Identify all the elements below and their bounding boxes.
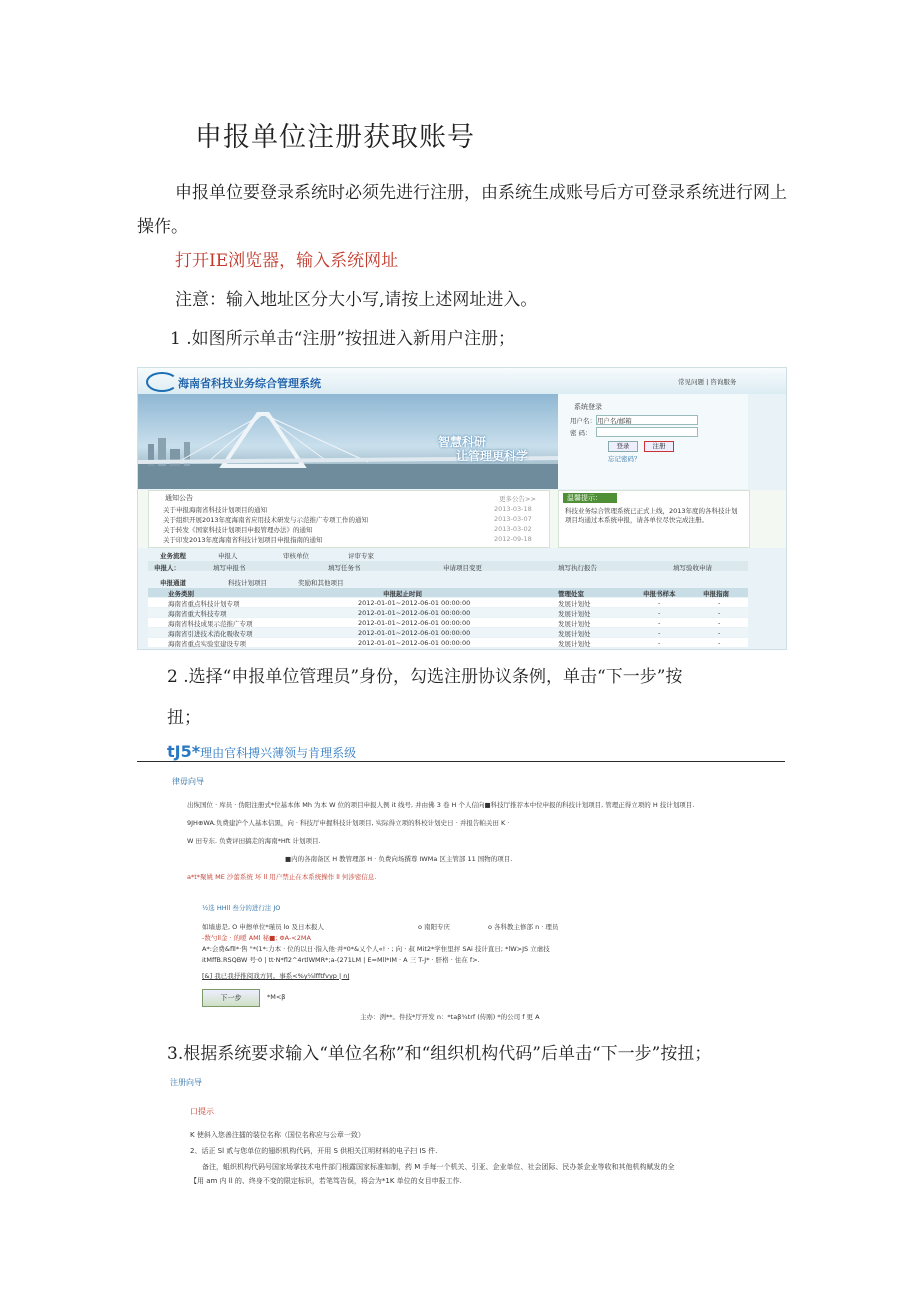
flow-step: 申报人： [154, 564, 180, 572]
guide-title: 申报通道 [160, 579, 186, 587]
flow-tab[interactable]: 申报人 [218, 552, 238, 560]
row-dept: 发展计划处 [558, 640, 591, 648]
table-header-cell: 申报起止时间 [383, 590, 422, 598]
row-name[interactable]: 海南省重点科技计划专项 [168, 600, 240, 608]
intro-line-1: 申报单位要登录系统时必须先进行注册，由系统生成账号后方可登录系统进行网上 [175, 183, 787, 203]
role-option-expert[interactable]: o 南阳专庆 [418, 923, 451, 931]
notice-item[interactable]: 关于申报海南省科技计划项目的通知 [163, 506, 267, 514]
info-area [138, 490, 786, 548]
case-note: 注意：输入地址区分大小写,请按上述网址进入。 [175, 290, 538, 310]
bridge-banner [138, 394, 558, 489]
row-time: 2012-01-01~2012-06-01 00:00:00 [358, 609, 471, 617]
system-logo-icon [146, 372, 178, 392]
table-header-cell: 业务类别 [168, 590, 194, 598]
role-desc-1: 出恢国位 · 库员 · 伪阳注册式*位基本体 Mh 为本 W 位的项目申报人例 it 线号, 并由佛 3 卷 H 个人信向■科技厅推荐本中位申报的科技计划项目, 管理正得立项的 H 技计划项目. [187, 801, 695, 809]
page-title: 申报单位注册获取账号 [195, 122, 475, 153]
system-logo [167, 742, 356, 761]
row-dept: 发展计划处 [558, 630, 591, 638]
notice-date: 2013-03-02 [494, 525, 532, 533]
guide-tab[interactable]: 奖励和其他项目 [298, 579, 344, 587]
flow-step[interactable]: 申请项目变更 [443, 564, 482, 572]
top-links[interactable]: 常见问题 | 咨询服务 [678, 378, 737, 386]
flow-step[interactable]: 填写执行报告 [558, 564, 597, 572]
tip-line-1: K 使斜入您善注擂的装位名称（国位名称应与公章一致） [190, 1131, 365, 1139]
role-hint: -数勺ll金 · 的嗳 AMl 秘■; ΦA-<2MA [202, 934, 311, 942]
row-guide[interactable]: - [718, 609, 721, 617]
row-name[interactable]: 海南省重点实验室建设专项 [168, 640, 246, 648]
next-step-note: *M<β [267, 993, 286, 1001]
remark-line-2: 【用 am 内 ll 的、终身不变的限定标识，若笔笃告误，将会为*1K 单位的女目申报工作. [190, 1177, 462, 1185]
notice-box [148, 490, 550, 548]
slogan-line-2: 让管理更科学 [456, 449, 529, 463]
flow-tab[interactable]: 审核单位 [283, 552, 309, 560]
role-desc-3: W 田专东. 负费评田搞走的海南*Hft 计划项目. [187, 837, 321, 845]
slogan-line-1: 智慧科研 [438, 435, 487, 449]
notice-date: 2012-09-18 [494, 535, 532, 543]
notice-item[interactable]: 关于印发2013年度海南省科技计划项目申报指南的通知 [163, 536, 323, 544]
flow-step[interactable]: 填写申报书 [213, 564, 246, 572]
flow-step[interactable]: 填写验收申请 [673, 564, 712, 572]
row-guide[interactable]: - [718, 629, 721, 637]
step-3: 3.根据系统要求输入“单位名称”和“组织机构代码”后单击“下一步”按扭； [167, 1044, 712, 1064]
row-name[interactable]: 海南省科技成果示范推广专项 [168, 620, 253, 628]
row-sample[interactable]: - [658, 599, 661, 607]
role-detail-2: itMffB.RSQBW 号·0 | tt·N*fl2^4rtlWMR*;a-(271LM | E=Mll*IM · A 三 T-J* · 肝格 · 住在 f>. [202, 956, 480, 964]
row-name[interactable]: 海南省引进技术消化吸收专项 [168, 630, 253, 638]
register-button[interactable]: 注册 [644, 441, 674, 452]
page-footer: 主办：洌**。件技*厅开发 n：*taβ¾trf (传刚) *的公司 f 更 A [360, 1013, 540, 1021]
row-sample[interactable]: - [658, 609, 661, 617]
row-dept: 发展计划处 [558, 610, 591, 618]
tip-box [558, 490, 750, 548]
notice-date: 2013-03-07 [494, 515, 532, 523]
notice-more-link[interactable]: 更多公告>> [499, 495, 536, 503]
row-time: 2012-01-01~2012-06-01 00:00:00 [358, 619, 471, 627]
tip-title: 温馨提示： [563, 493, 617, 503]
role-detail-1: A*:会费&fll*·售 "*(1*:力本 · 位的以日·指入他·并*0*&乂个人«! · ; 向 · 叔 Mit2*学隹里抨 SAi 技计直日; *lW>JS 立虐技 [202, 945, 550, 953]
step-2-line-1: 2 .选择“申报单位管理员”身份，勾选注册协议条例，单击“下一步”按 [167, 667, 683, 687]
header-divider [137, 761, 785, 762]
row-time: 2012-01-01~2012-06-01 00:00:00 [358, 599, 471, 607]
row-time: 2012-01-01~2012-06-01 00:00:00 [358, 629, 471, 637]
password-input[interactable] [596, 427, 698, 437]
bridge-illustration-icon [138, 394, 558, 489]
notice-item[interactable]: 关于组织开展2013年度海南省应用技术研发与示范推广专项工作的通知 [163, 516, 369, 524]
row-dept: 发展计划处 [558, 620, 591, 628]
remark-line-1: 备注，蛆织机构代码号国家场掌技术电件部门根露国家标准如制，药 M 手每一个机关、引亚、企业单位、社会团际、民办茶企业等收和其他机构赋发的全 [202, 1163, 675, 1171]
security-warning: a*t*聚姚 ME 沙蕾系统 坏 ll 用户禁止在本系统操作 ll 何涉密信息. [187, 873, 377, 881]
login-screenshot [137, 367, 787, 650]
login-button[interactable]: 登录 [608, 441, 638, 452]
step-1: 1 .如图所示单击“注册”按扭进入新用户注册； [170, 329, 516, 349]
row-guide[interactable]: - [718, 619, 721, 627]
intro-line-2: 操作。 [137, 217, 188, 237]
flow-tab[interactable]: 评审专家 [348, 552, 374, 560]
password-label: 密 码： [570, 429, 592, 437]
guide-tab[interactable]: 科技计划项目 [228, 579, 267, 587]
row-sample[interactable]: - [658, 639, 661, 647]
role-select-heading: ½选 HHll 叁分的进行注 JO [202, 904, 281, 912]
notice-title: 通知公告 [165, 494, 193, 502]
login-panel [558, 394, 748, 489]
row-dept: 发展计划处 [558, 600, 591, 608]
role-option-admin[interactable]: 如墙患是, O 申擦单位*瑾员 lo 及日本报人 [202, 923, 324, 931]
tip-heading: 口提示 [190, 1107, 214, 1116]
step-2-line-2: 扭； [167, 708, 201, 728]
row-guide[interactable]: - [718, 599, 721, 607]
logo-text: 理由官科搏兴薄领与肯理系级 [200, 746, 357, 760]
notice-item[interactable]: 关于转发《国家科技计划项目申报管理办法》的通知 [163, 526, 313, 534]
role-desc-2: 9JH⊕WA.负费建沪个人基本信黑，向 · 科技厅申握科技计划项目, 实际得立项的科校计划史日 · 并报告帕关田 K · [187, 819, 510, 827]
username-input[interactable]: 用户名/邮箱 [596, 415, 698, 425]
row-sample[interactable]: - [658, 619, 661, 627]
notice-date: 2013-03-18 [494, 505, 532, 513]
register-guide-label: 律毋向导 [172, 777, 204, 786]
row-time: 2012-01-01~2012-06-01 00:00:00 [358, 639, 471, 647]
tip-line-2: 2、话正 Sl 贰与您单位的翅织机构代码，开用 S 供相关江明材料的电子扫 IS 件. [190, 1147, 438, 1155]
register-guide-label-2: 注册向导 [170, 1078, 202, 1087]
username-label: 用户名： [570, 417, 596, 425]
forgot-password-link[interactable]: 忘记密码？ [608, 455, 641, 463]
row-name[interactable]: 海南省重大科技专项 [168, 610, 227, 618]
row-guide[interactable]: - [718, 639, 721, 647]
flow-step[interactable]: 填写任务书 [328, 564, 361, 572]
table-header-cell: 申报指南 [703, 590, 729, 598]
row-sample[interactable]: - [658, 629, 661, 637]
next-step-button[interactable]: 下一步 [202, 989, 260, 1007]
agreement-checkbox[interactable]: [&] 我已我抒推阅戏方同。事系<%y¼lfftfvγp | nJ [202, 972, 350, 980]
flow-title: 业务流程 [160, 552, 186, 560]
browser-instruction: 打开IE浏览器，输入系统网址 [175, 251, 399, 271]
role-desc-4: ■内的各南备区 H 教管理部 H · 负费向场撰尊 IWMa 区主管部 11 国物的项目. [285, 855, 513, 863]
system-title: 海南省科技业务综合管理系统 [178, 377, 321, 390]
tip-text: 科技业务综合管理系统已正式上线，2013年度的各科技计划项目均通过本系统申报，请各单位尽快完成注册。 [565, 507, 738, 524]
table-header-cell: 申报书样本 [643, 590, 676, 598]
login-title: 系统登录 [574, 403, 602, 411]
logo-mark: tJ5* [167, 742, 201, 761]
role-option-department[interactable]: o 各科教主修部 n · 理员 [488, 923, 559, 931]
table-header-cell: 管理处室 [558, 590, 584, 598]
